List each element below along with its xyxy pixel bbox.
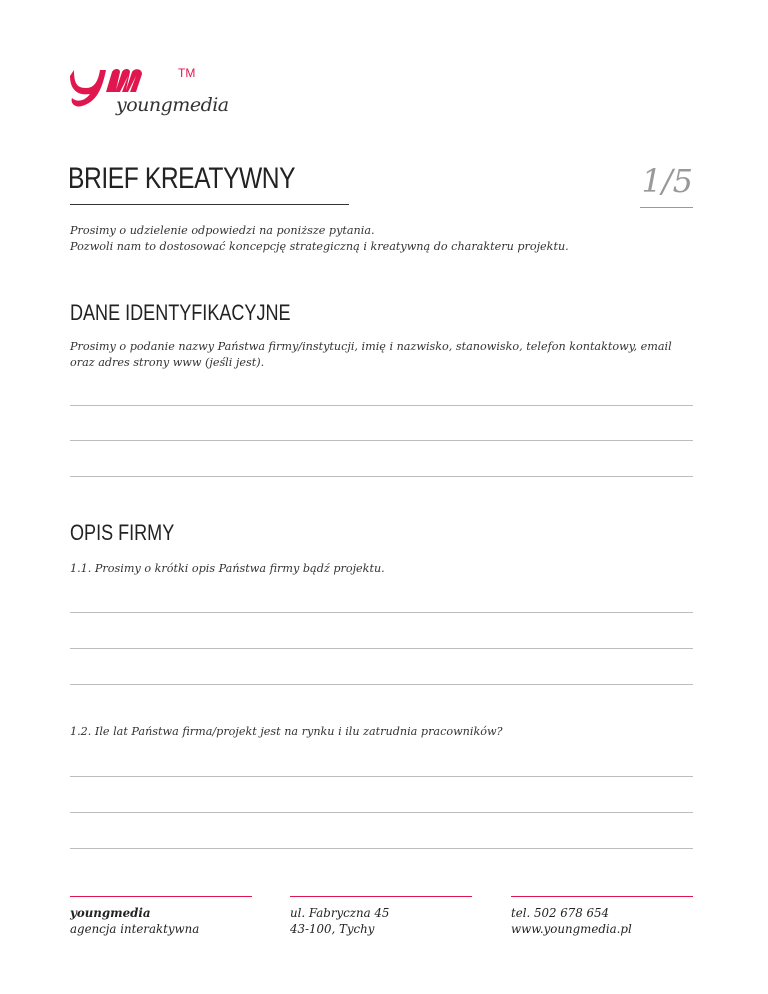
footer-contact <box>511 906 632 937</box>
logo-wordmark: youngmedia <box>116 94 229 116</box>
footer-phone: tel. 502 678 654 <box>511 906 610 920</box>
section-title-company: OPIS FIRMY <box>70 520 175 545</box>
section-title-identification: DANE IDENTYFIKACYJNE <box>70 300 291 325</box>
answer-line[interactable] <box>70 684 693 685</box>
footer-divider <box>290 896 472 897</box>
intro-line-1: Prosimy o udzielenie odpowiedzi na poniższe pytania. <box>70 224 375 237</box>
answer-line[interactable] <box>70 405 693 406</box>
footer-city: 43-100, Tychy <box>290 921 375 936</box>
answer-line[interactable] <box>70 848 693 849</box>
question-1-2: 1.2. Ile lat Państwa firma/projekt jest na rynku i ilu zatrudnia pracowników? <box>70 725 503 738</box>
answer-line[interactable] <box>70 476 693 477</box>
footer-divider <box>511 896 693 897</box>
footer-address <box>290 906 389 937</box>
youngmedia-logo <box>68 62 248 122</box>
answer-line[interactable] <box>70 776 693 777</box>
footer-website[interactable]: www.youngmedia.pl <box>511 921 632 936</box>
page-number: 1/5 <box>641 162 693 200</box>
question-1-1: 1.1. Prosimy o krótki opis Państwa firmy bądź projektu. <box>70 562 385 575</box>
question-identification: Prosimy o podanie nazwy Państwa firmy/instytucji, imię i nazwisko, stanowisko, telefon kontaktowy, email oraz adres strony www (jeśli jest). <box>70 340 672 369</box>
answer-line[interactable] <box>70 812 693 813</box>
footer-company-name: youngmedia <box>70 906 151 920</box>
title-underline <box>70 204 349 205</box>
answer-line[interactable] <box>70 612 693 613</box>
page-title: BRIEF KREATYWNY <box>68 162 296 195</box>
intro-text <box>70 223 569 254</box>
footer-street: ul. Fabryczna 45 <box>290 906 390 920</box>
answer-line[interactable] <box>70 440 693 441</box>
footer-divider <box>70 896 252 897</box>
trademark-sign: TM <box>178 66 196 80</box>
footer-company-desc: agencja interaktywna <box>70 921 200 936</box>
page-number-underline <box>640 207 693 208</box>
answer-line[interactable] <box>70 648 693 649</box>
intro-line-2: Pozwoli nam to dostosować koncepcję strategiczną i kreatywną do charakteru projektu. <box>70 239 569 253</box>
footer-company <box>70 906 199 937</box>
